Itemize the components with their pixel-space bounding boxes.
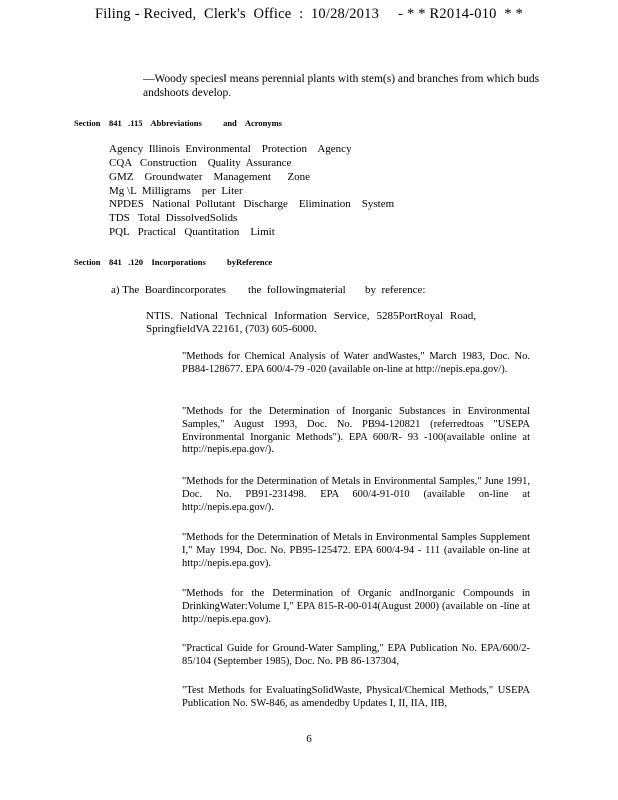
- section-heading-841-120: Section 841 .120 Incorporations byReference: [74, 257, 273, 267]
- filing-stamp-header: Filing - Recived, Clerk's Office : 10/28/2013 - * * R2014-010 * *: [95, 6, 523, 22]
- abbreviation-gmz: GMZ Groundwater Management Zone: [109, 171, 311, 183]
- reference-item: "Test Methods for EvaluatingSolidWaste, Physical/Chemical Methods," USEPA Publication No. SW-846, as amendedby Updates I, II, IIA, IIB,: [182, 685, 530, 709]
- definition-woody-species: —Woody species‖ means perennial plants with stem(s) and branches from which buds andshoots develop.: [143, 73, 540, 100]
- reference-item: "Methods for the Determination of Organic andInorganic Compounds in DrinkingWater:Volume I," EPA 815-R-00-014(August 2000) (available on -line at http://nepis.epa.gov).: [182, 588, 530, 625]
- paragraph-a: a) The Boardincorporates the followingmaterial by reference:: [111, 284, 426, 296]
- reference-item: "Methods for Chemical Analysis of Water andWastes," March 1983, Doc. No. PB84-128677. EPA 600/4-79 -020 (available on-line at http://nepis.epa.gov/).: [182, 351, 530, 375]
- reference-item: "Methods for the Determination of Metals in Environmental Samples," June 1991, Doc. No. PB91-231498. EPA 600/4-91-010 (available on-line at http://nepis.epa.gov/).: [182, 476, 530, 513]
- abbreviation-agency: Agency Illinois Environmental Protection Agency: [109, 143, 352, 155]
- page-number: 6: [306, 733, 312, 745]
- abbreviation-cqa: CQA Construction Quality Assurance: [109, 157, 292, 169]
- abbreviation-tds: TDS Total DissolvedSolids: [109, 212, 238, 224]
- abbreviation-mg-l: Mg \L Milligrams per Liter: [109, 185, 243, 197]
- reference-item: "Methods for the Determination of Inorganic Substances in Environmental Samples," August 1993, Doc. No. PB94-120821 (referredtoas "USEPA Environmental Inorganic Methods"). EPA 600/R- 93 -100(available online at http://nepis.epa.gov/).: [182, 406, 530, 456]
- ntis-address: NTIS. National Technical Information Service, 5285PortRoyal Road, SpringfieldVA 22161, (703) 605-6000.: [146, 310, 476, 336]
- section-heading-841-115: Section 841 .115 Abbreviations and Acronyms: [74, 118, 282, 128]
- abbreviation-npdes: NPDES National Pollutant Discharge Elimination System: [109, 198, 395, 210]
- reference-item: "Methods for the Determination of Metals in Environmental Samples Supplement I," May 1994, Doc. No. PB95-125472. EPA 600/4-94 - 111 (available on-line at http://nepis.epa.gov).: [182, 532, 530, 569]
- abbreviation-pql: PQL Practical Quantitation Limit: [109, 226, 275, 238]
- reference-item: "Practical Guide for Ground-Water Sampling," EPA Publication No. EPA/600/2-85/104 (September 1985), Doc. No. PB 86-137304,: [182, 643, 530, 667]
